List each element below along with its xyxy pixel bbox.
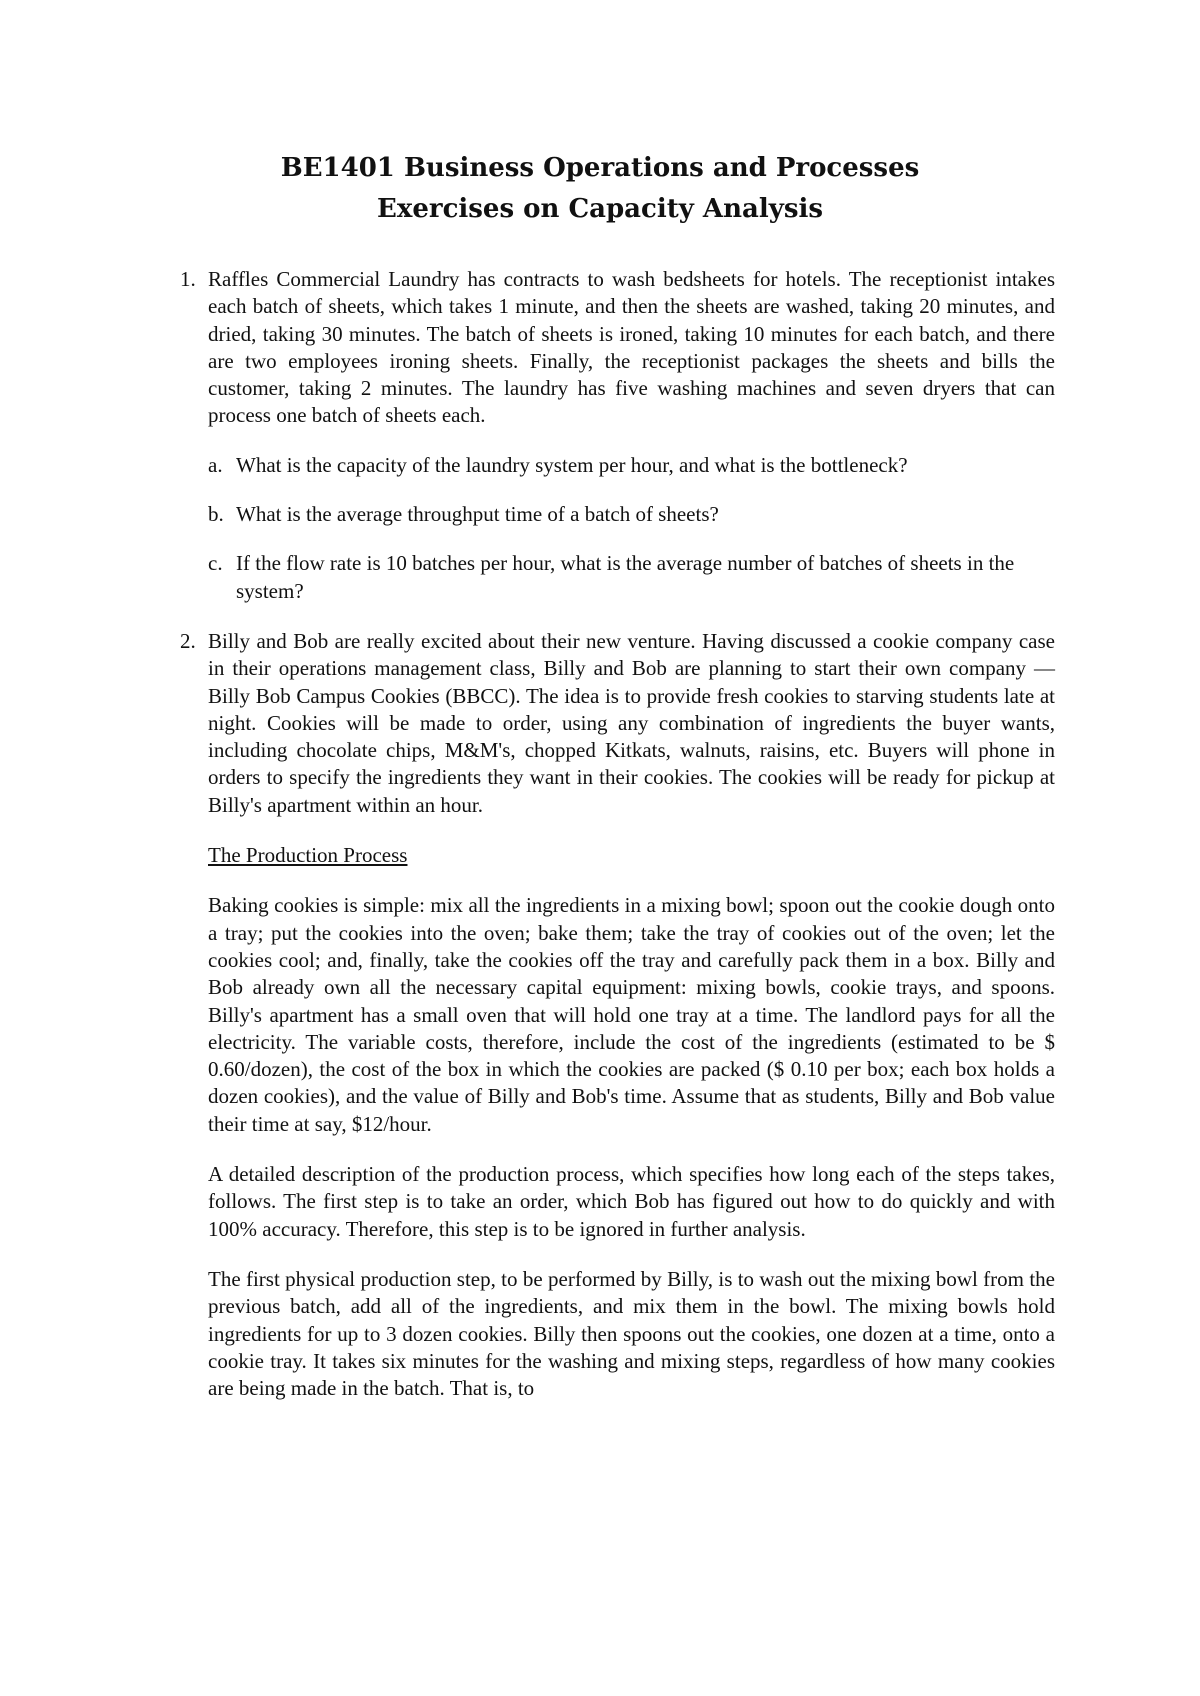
part-label: a. (208, 452, 223, 477)
question-1 (180, 266, 1055, 605)
part-text: What is the average throughput time of a batch of sheets? (236, 502, 719, 527)
part-label: c. (208, 551, 223, 576)
question-2-intro: Billy and Bob are really excited about their new venture. Having discussed a cookie company case in their operations management class, Billy and Bob are planning to start their own company — Billy Bob Campus Cookies (BBCC). The idea is to provide fresh cookies to starving students late at night. Cookies will be made to order, using any combination of ingredients the buyer wants, including chocolate chips, M&M's, chopped Kitkats, walnuts, raisins, etc. Buyers will phone in orders to specify the ingredients they want in their cookies. The cookies will be ready for pickup at Billy's apartment within an hour. (208, 628, 1055, 817)
part-text: What is the capacity of the laundry system per hour, and what is the bottleneck? (236, 452, 908, 477)
paragraph-baking: Baking cookies is simple: mix all the ingredients in a mixing bowl; spoon out the cookie dough onto a tray; put the cookies into the oven; bake them; take the tray of cookies out of the oven; let the cookies cool; and, finally, take the cookies off the tray and carefully pack them in a box. Billy and Bob already own all the necessary capital equipment: mixing bowls, cookie trays, and spoons. Billy's apartment has a small oven that will hold one tray at a time. The landlord pays for all the electricity. The variable costs, therefore, include the cost of the ingredients (estimated to be $ 0.60/dozen), the cost of the box in which the cookies are packed ($ 0.10 per box; each box holds a dozen cookies), and the value of Billy and Bob's time. Assume that as students, Billy and Bob value their time at say, $12/hour. (208, 893, 1055, 1136)
paragraph-process-description: A detailed description of the production process, which specifies how long each of the steps takes, follows. The first step is to take an order, which Bob has figured out how to do quickly and with 100% accuracy. Therefore, this step is to be ignored in further analysis. (208, 1162, 1055, 1241)
question-1-part-a (208, 452, 1055, 479)
question-1-number: 1. (180, 267, 196, 291)
section-heading-production-process: The Production Process (208, 843, 408, 868)
title-exercises: Exercises on Capacity Analysis (377, 194, 823, 224)
part-label: b. (208, 502, 224, 527)
question-1-text: Raffles Commercial Laundry has contracts to wash bedsheets for hotels. The receptionist intakes each batch of sheets, which takes 1 minute, and then the sheets are washed, taking 20 minutes, and dried, taking 30 minutes. The batch of sheets is ironed, taking 10 minutes for each batch, and there are two employees ironing sheets. Finally, the receptionist packages the sheets and bills the customer, taking 2 minutes. The laundry has five washing machines and seven dryers that can process one batch of sheets each. (208, 267, 1055, 428)
question-1-part-c (208, 550, 1055, 605)
part-text: If the flow rate is 10 batches per hour, what is the average number of batches of sheets in the system? (236, 551, 1015, 603)
title-course: BE1401 Business Operations and Processes (280, 153, 920, 183)
question-2 (180, 628, 1055, 1402)
question-2-number: 2. (180, 628, 196, 653)
question-1-part-b (208, 501, 1055, 528)
document-title (0, 148, 1200, 230)
document-body (180, 266, 1055, 1425)
paragraph-first-step: The first physical production step, to be performed by Billy, is to wash out the mixing bowl from the previous batch, add all of the ingredients, and mix them in the bowl. The mixing bowls hold ingredients for up to 3 dozen cookies. Billy then spoons out the cookies, one dozen at a time, onto a cookie tray. It takes six minutes for the washing and mixing steps, regardless of how many cookies are being made in the batch. That is, to (208, 1266, 1055, 1401)
